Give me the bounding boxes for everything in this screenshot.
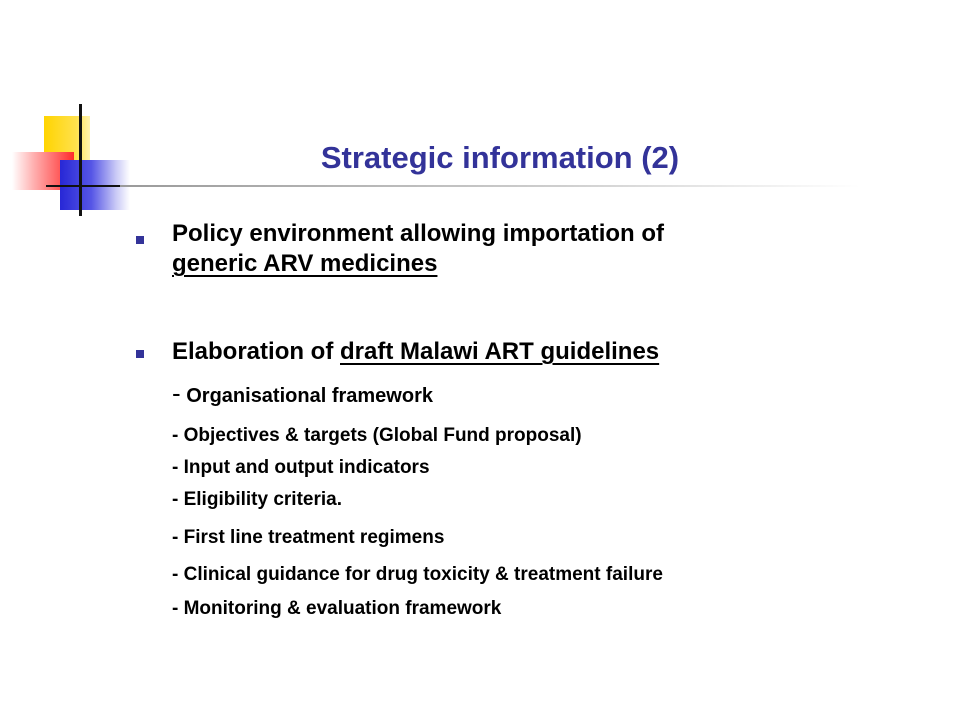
sub-item: - Eligibility criteria. (172, 489, 342, 510)
sub-item: - Input and output indicators (172, 457, 430, 478)
sub-item: - Clinical guidance for drug toxicity & treatment failure (172, 564, 663, 585)
bullet-text: Elaboration of (172, 338, 340, 365)
sub-item: - First line treatment regimens (172, 527, 445, 548)
bullet-item-elaboration (172, 337, 872, 367)
bullet-line: Policy environment allowing importation of (172, 220, 665, 247)
sub-item: - Objectives & targets (Global Fund proposal) (172, 425, 582, 446)
sub-item-text: Organisational framework (186, 385, 433, 407)
bullet-item-policy (172, 219, 872, 279)
bullet-marker-icon (136, 236, 144, 244)
bullet-text-underlined: draft Malawi ART guidelines (340, 338, 660, 365)
sub-item: - Monitoring & evaluation framework (172, 598, 502, 619)
sub-item (172, 378, 892, 408)
slide-title: Strategic information (2) (320, 140, 680, 175)
bullet-line-underlined: generic ARV medicines (172, 250, 438, 277)
sub-item-dash: - (172, 378, 181, 408)
bullet-marker-icon (136, 350, 144, 358)
